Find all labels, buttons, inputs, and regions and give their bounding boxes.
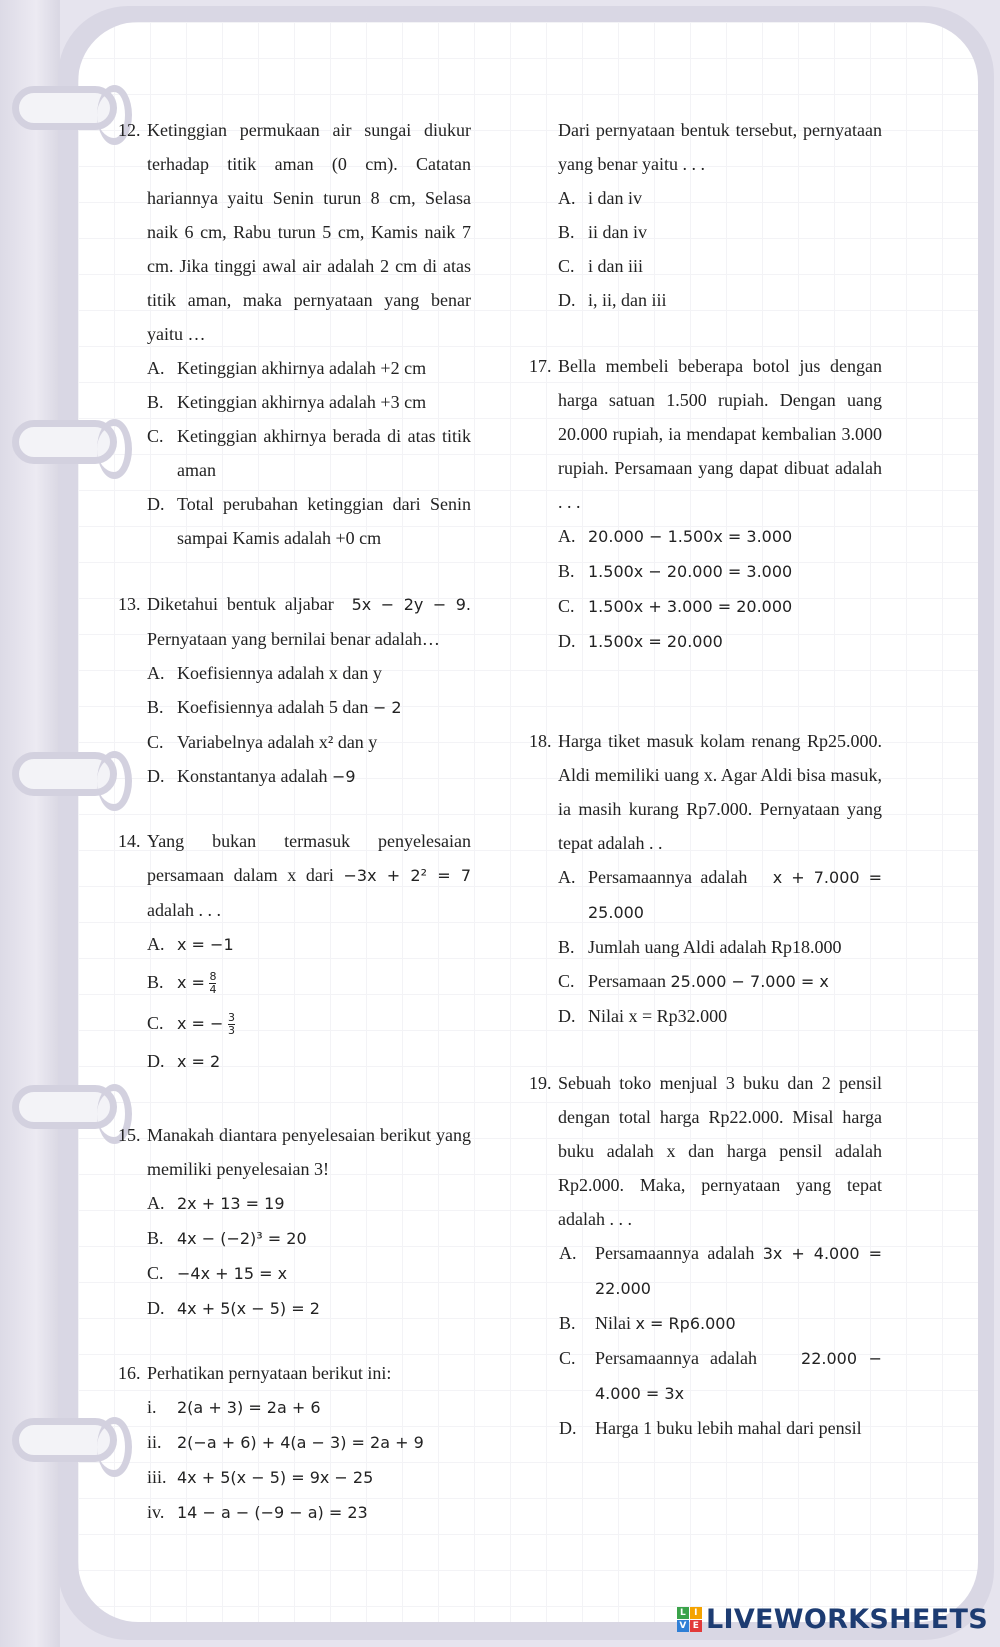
option-math: −9 — [331, 767, 356, 786]
option-math: x = — [177, 973, 205, 992]
option-d[interactable] — [118, 759, 471, 794]
option-math: 1.500x + 3.000 = 20.000 — [588, 597, 793, 616]
option-label: A. — [147, 934, 165, 954]
option-math: 3x + 4.000 = 22.000 — [595, 1244, 882, 1298]
option-c[interactable] — [529, 1341, 882, 1411]
option-text: Koefisiennya adalah x dan y — [177, 663, 382, 683]
binder-ring — [12, 1085, 117, 1129]
question-14 — [118, 824, 471, 1079]
option-label: B. — [147, 972, 164, 992]
option-math: 4x + 5(x − 5) = 2 — [177, 1299, 320, 1318]
option-text: Persamaannya adalah — [595, 1243, 755, 1263]
question-number: 16. — [118, 1363, 141, 1383]
binder-ring — [12, 86, 117, 130]
option-label: A. — [558, 526, 576, 546]
option-b[interactable] — [529, 215, 882, 249]
option-c[interactable] — [529, 249, 882, 283]
option-a[interactable] — [529, 519, 882, 554]
option-label: A. — [558, 188, 576, 208]
option-math: x = 2 — [177, 1052, 221, 1071]
binder-ring — [12, 752, 117, 796]
logo-letter: E — [690, 1620, 702, 1632]
numerator: 8 — [209, 970, 217, 984]
option-label: B. — [558, 937, 575, 957]
option-label: B. — [147, 392, 164, 412]
option-text: Variabelnya adalah x² dan y — [177, 732, 378, 752]
option-label: A. — [147, 1193, 165, 1213]
option-a[interactable] — [118, 656, 471, 690]
numerator: 3 — [227, 1011, 235, 1025]
statement-label: iii. — [147, 1467, 167, 1487]
option-text: ii dan iv — [588, 222, 647, 242]
statement-math: 14 − a − (−9 − a) = 23 — [177, 1503, 368, 1522]
binder-ring — [12, 1418, 117, 1462]
option-a[interactable] — [118, 1186, 471, 1221]
option-label: C. — [558, 596, 575, 616]
option-a[interactable] — [529, 181, 882, 215]
logo-letter: L — [677, 1607, 689, 1619]
option-c[interactable] — [118, 419, 471, 487]
statement-label: ii. — [147, 1432, 162, 1452]
option-text: i dan iv — [588, 188, 642, 208]
question-number: 14. — [118, 831, 141, 851]
option-math: 20.000 − 1.500x = 3.000 — [588, 527, 793, 546]
option-math: 4x − (−2)³ = 20 — [177, 1229, 307, 1248]
option-text: i dan iii — [588, 256, 643, 276]
statement-iv — [118, 1495, 471, 1530]
option-label: D. — [147, 1051, 165, 1071]
option-d[interactable] — [529, 1411, 882, 1445]
question-number: 12. — [118, 120, 141, 140]
option-b[interactable] — [118, 385, 471, 419]
option-label: A. — [558, 867, 576, 887]
question-text: Ketinggian permukaan air sungai diukur terhadap titik aman (0 cm). Catatan hariannya yaitu Senin turun 8 cm, Selasa naik 6 cm, Rabu turun 5 cm, Kamis naik 7 cm. Jika tinggi awal air adalah 2 cm di atas titik aman, maka pernyataan yang benar yaitu … — [147, 120, 471, 344]
option-text: Jumlah uang Aldi adalah Rp18.000 — [588, 937, 842, 957]
option-label: C. — [147, 1263, 164, 1283]
question-text: Yang bukan termasuk penyelesaian persamaan dalam x dari — [147, 831, 471, 885]
logo-letter: I — [690, 1607, 702, 1619]
option-text: Koefisiennya adalah 5 dan — [177, 697, 369, 717]
option-a[interactable] — [529, 860, 882, 930]
option-label: D. — [147, 1298, 165, 1318]
option-label: C. — [558, 971, 575, 991]
option-d[interactable] — [529, 283, 882, 317]
option-text: Konstantanya adalah — [177, 766, 328, 786]
option-c[interactable] — [118, 1256, 471, 1291]
option-math: x + 7.000 = 25.000 — [588, 868, 883, 922]
option-math: − 2 — [372, 698, 402, 717]
question-19 — [529, 1066, 882, 1445]
option-text: Ketinggian akhirnya berada di atas titik aman — [177, 426, 471, 480]
option-b[interactable] — [529, 930, 882, 964]
question-15 — [118, 1118, 471, 1326]
option-label: D. — [559, 1418, 577, 1438]
option-text: Persamaan — [588, 971, 666, 991]
option-label: C. — [147, 426, 164, 446]
option-d[interactable] — [529, 624, 882, 659]
logo-text: LIVEWORKSHEETS — [705, 1604, 988, 1635]
question-number: 18. — [529, 731, 552, 751]
option-label: C. — [559, 1348, 576, 1368]
question-text: Diketahui bentuk aljabar — [147, 594, 334, 614]
option-d[interactable] — [118, 487, 471, 555]
option-b[interactable] — [529, 1306, 882, 1341]
liveworksheets-logo — [677, 1604, 988, 1635]
question-text: Perhatikan pernyataan berikut ini: — [147, 1363, 392, 1383]
option-math: 1.500x = 20.000 — [588, 632, 723, 651]
option-text: Ketinggian akhirnya adalah +2 cm — [177, 358, 427, 378]
question-text: Manakah diantara penyelesaian berikut yang memiliki penyelesaian 3! — [147, 1125, 471, 1179]
option-label: A. — [559, 1243, 577, 1263]
option-label: C. — [147, 1013, 164, 1033]
option-text: Harga 1 buku lebih mahal dari pensil — [595, 1418, 862, 1438]
option-text: Nilai x = Rp32.000 — [588, 1006, 728, 1026]
question-text: adalah . . . — [147, 900, 221, 920]
option-text: Persamaannya adalah — [595, 1348, 757, 1368]
option-label: A. — [147, 358, 165, 378]
option-label: D. — [558, 1006, 576, 1026]
option-c[interactable] — [529, 589, 882, 624]
option-math: x = −1 — [177, 935, 234, 954]
statement-ii — [118, 1425, 471, 1460]
question-text: Bella membeli beberapa botol jus dengan harga satuan 1.500 rupiah. Dengan uang 20.000 rupiah, ia mendapat kembalian 3.000 rupiah. Persamaan yang dapat dibuat adalah . . . — [558, 356, 882, 512]
binder-spine — [0, 0, 60, 1647]
question-12 — [118, 113, 471, 555]
question-expression: 5x − 2y − 9. — [351, 595, 472, 614]
option-c[interactable] — [118, 1003, 471, 1044]
statement-label: i. — [147, 1397, 157, 1417]
question-17 — [529, 349, 882, 659]
option-label: B. — [558, 222, 575, 242]
option-label: A. — [147, 663, 165, 683]
question-text: Sebuah toko menjual 3 buku dan 2 pensil dengan total harga Rp22.000. Misal harga buku adalah x dan harga pensil adalah Rp2.000. Maka, pernyataan yang tepat adalah . . . — [558, 1073, 882, 1229]
fraction — [209, 971, 216, 996]
option-label: D. — [558, 290, 576, 310]
question-text: Pernyataan yang bernilai benar adalah… — [147, 629, 440, 649]
option-a[interactable] — [529, 1236, 882, 1306]
statement-math: 4x + 5(x − 5) = 9x − 25 — [177, 1468, 374, 1487]
option-math: 25.000 − 7.000 = x — [670, 972, 829, 991]
statement-math: 2(−a + 6) + 4(a − 3) = 2a + 9 — [177, 1433, 424, 1452]
statement-math: 2(a + 3) = 2a + 6 — [177, 1398, 321, 1417]
logo-icon — [677, 1607, 702, 1632]
option-a[interactable] — [118, 351, 471, 385]
option-math: 1.500x − 20.000 = 3.000 — [588, 562, 793, 581]
option-text: Persamaannya adalah — [588, 867, 748, 887]
option-math: x = Rp6.000 — [635, 1314, 736, 1333]
option-a[interactable] — [118, 927, 471, 962]
question-number: 17. — [529, 356, 552, 376]
question-number: 19. — [529, 1073, 552, 1093]
question-text: Harga tiket masuk kolam renang Rp25.000. Aldi memiliki uang x. Agar Aldi bisa masuk, ia masih kurang Rp7.000. Pernyataan yang tepat adalah . . — [558, 731, 882, 853]
option-text: Ketinggian akhirnya adalah +3 cm — [177, 392, 427, 412]
option-label: D. — [147, 766, 165, 786]
option-text: Total perubahan ketinggian dari Senin sampai Kamis adalah +0 cm — [177, 494, 471, 548]
question-13 — [118, 587, 471, 794]
option-b[interactable] — [118, 1221, 471, 1256]
option-c[interactable] — [529, 964, 882, 999]
fraction — [228, 1012, 235, 1037]
option-label: C. — [558, 256, 575, 276]
option-text: Nilai — [595, 1313, 631, 1333]
option-label: B. — [558, 561, 575, 581]
denominator: 4 — [209, 983, 217, 997]
question-text: Dari pernyataan bentuk tersebut, pernyataan yang benar yaitu . . . — [558, 120, 882, 174]
option-d[interactable] — [118, 1291, 471, 1326]
option-label: B. — [147, 1228, 164, 1248]
option-b[interactable] — [118, 962, 471, 1003]
option-d[interactable] — [529, 999, 882, 1033]
option-math: −4x + 15 = x — [177, 1264, 288, 1283]
statement-iii — [118, 1460, 471, 1495]
question-16-continued — [529, 113, 882, 317]
option-label: D. — [558, 631, 576, 651]
option-text: i, ii, dan iii — [588, 290, 667, 310]
option-label: D. — [147, 494, 165, 514]
question-expression: −3x + 2² = 7 — [343, 866, 472, 885]
option-d[interactable] — [118, 1044, 471, 1079]
question-number: 13. — [118, 594, 141, 614]
option-label: B. — [559, 1313, 576, 1333]
logo-letter: V — [677, 1620, 689, 1632]
option-c[interactable] — [118, 725, 471, 759]
option-label: B. — [147, 697, 164, 717]
option-math: 2x + 13 = 19 — [177, 1194, 285, 1213]
option-math: x = − — [177, 1014, 224, 1033]
statement-label: iv. — [147, 1502, 165, 1522]
binder-ring — [12, 420, 117, 464]
option-math: 22.000 − 4.000 = 3x — [595, 1349, 883, 1403]
question-16 — [118, 1356, 471, 1530]
statement-i — [118, 1390, 471, 1425]
option-b[interactable] — [118, 690, 471, 725]
question-18 — [529, 724, 882, 1033]
question-number: 15. — [118, 1125, 141, 1145]
option-b[interactable] — [529, 554, 882, 589]
denominator: 3 — [227, 1024, 235, 1038]
option-label: C. — [147, 732, 164, 752]
